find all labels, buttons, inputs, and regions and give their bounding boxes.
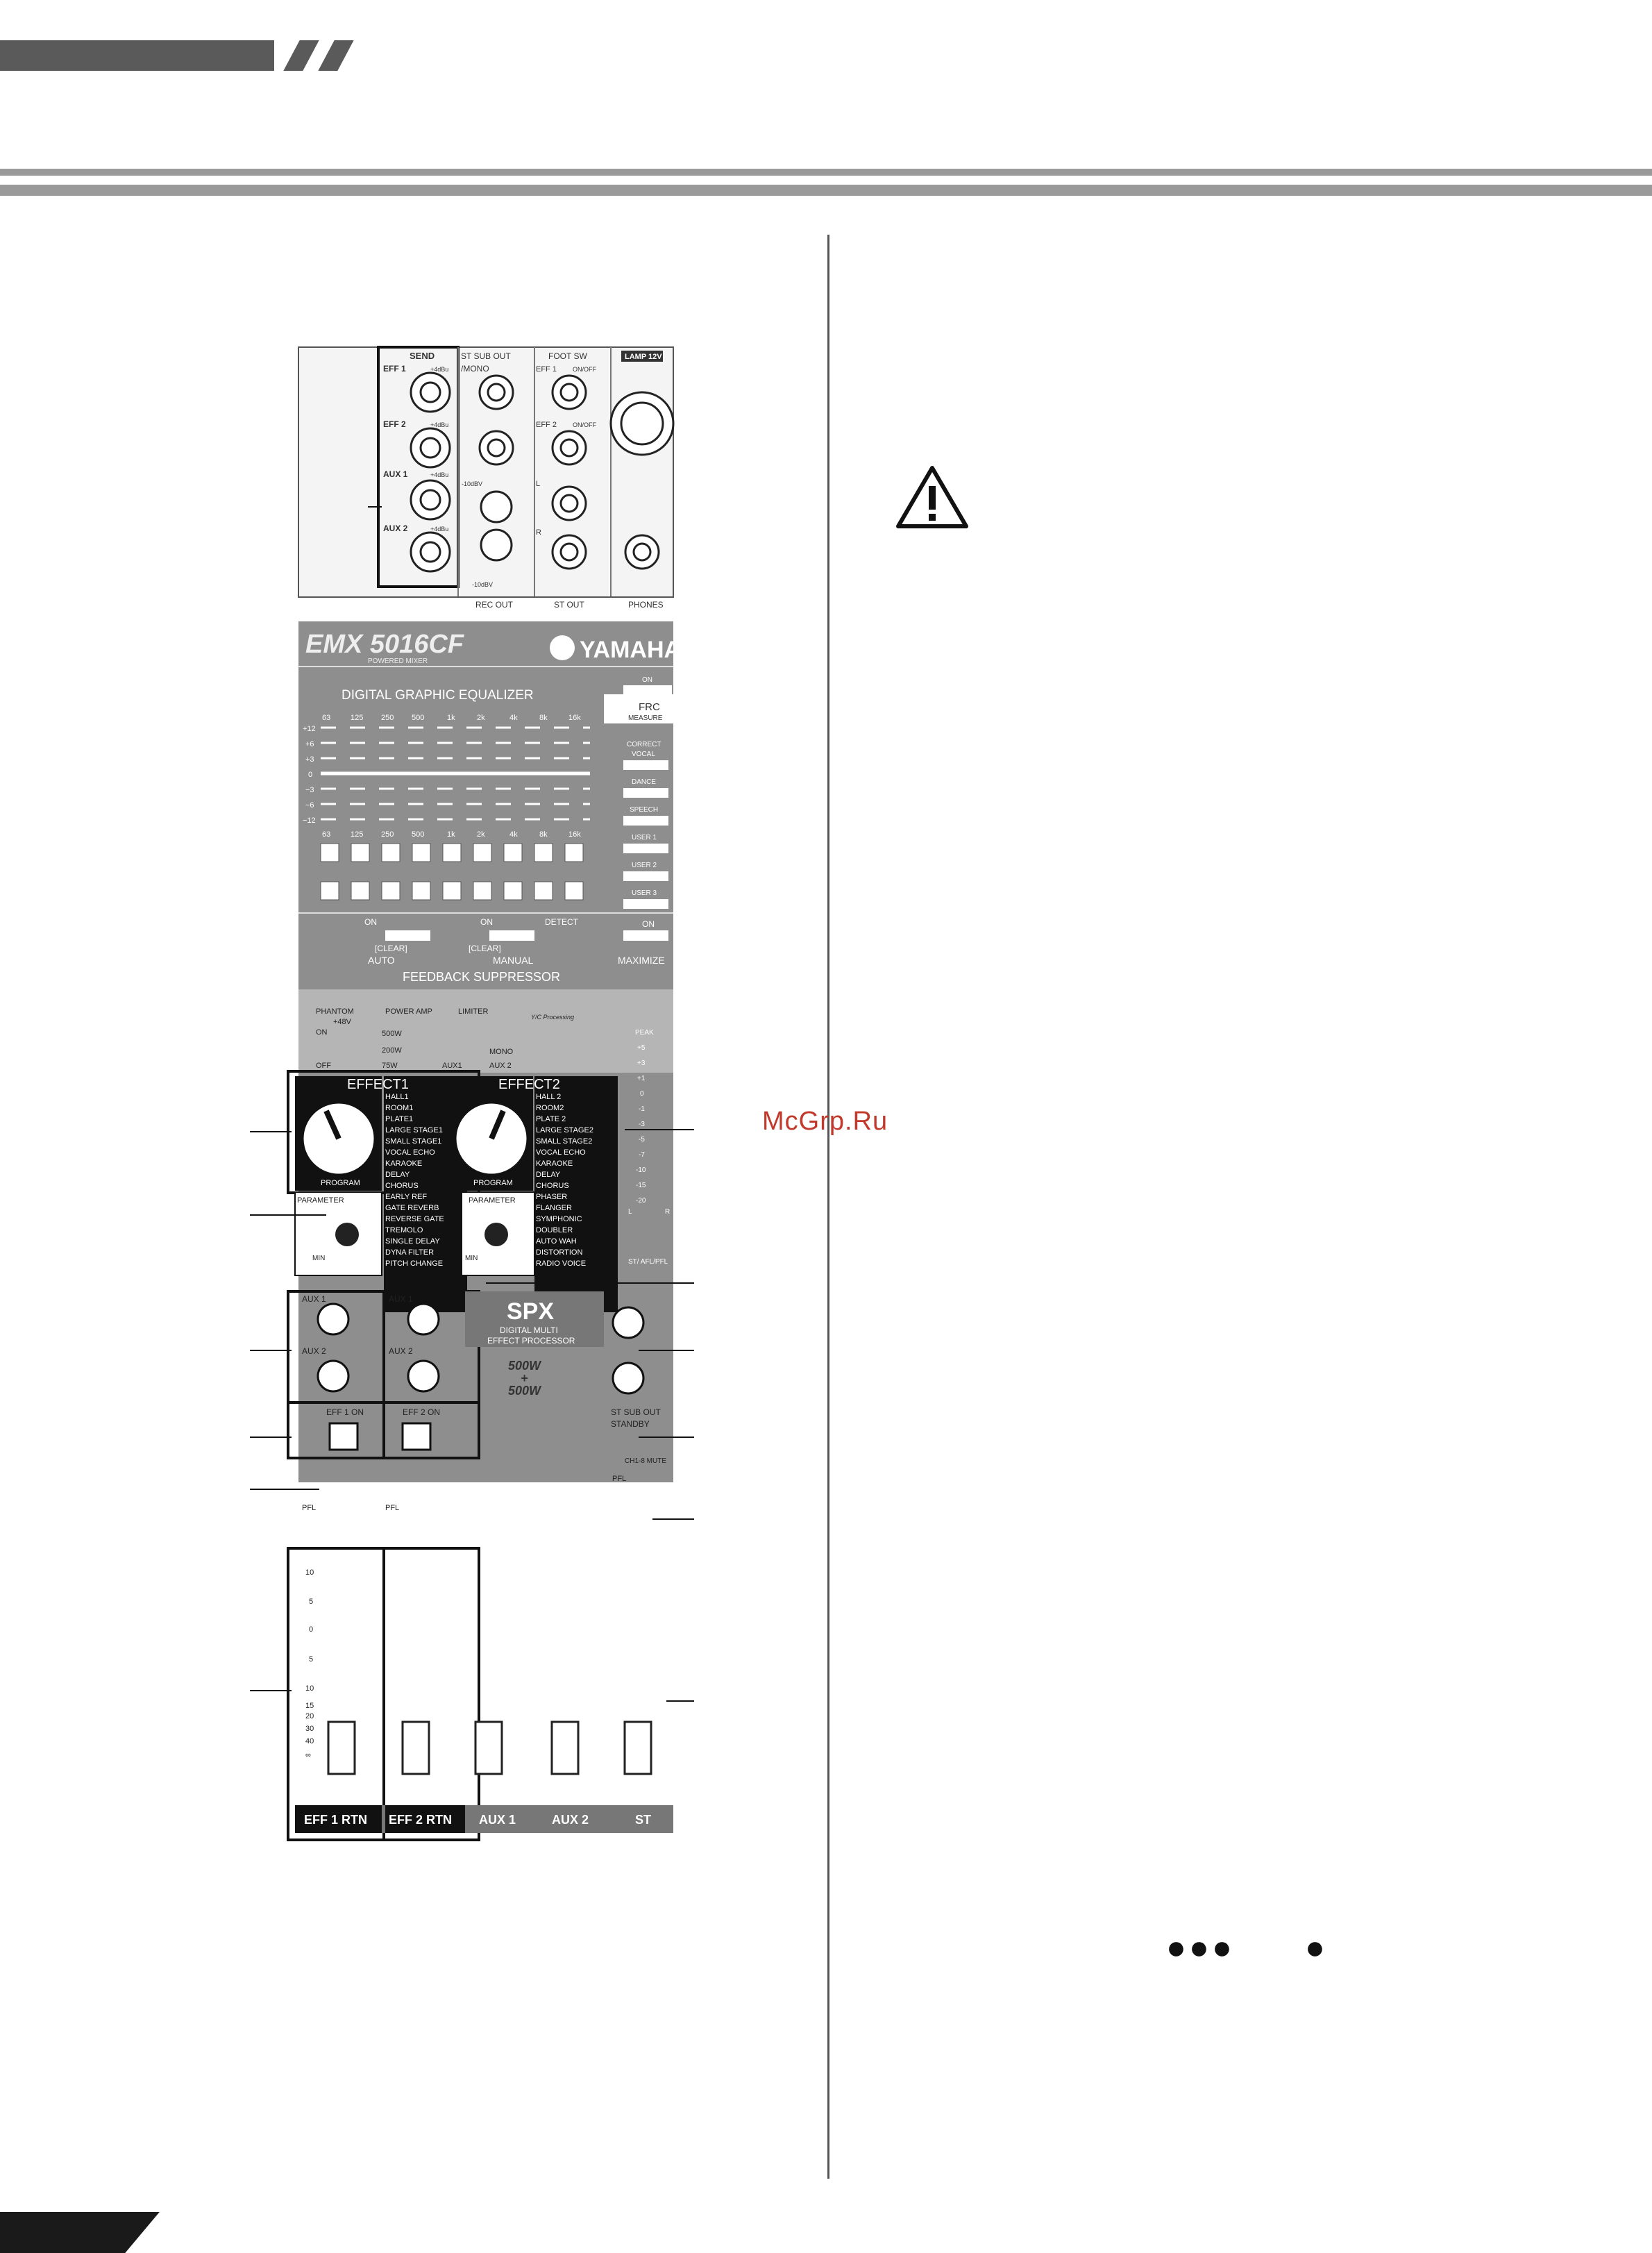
svg-text:16k: 16k xyxy=(568,714,581,722)
svg-text:AUX 1: AUX 1 xyxy=(383,469,408,479)
svg-text:10: 10 xyxy=(305,1568,314,1577)
svg-text:R: R xyxy=(536,528,541,537)
column-divider xyxy=(827,235,829,2179)
svg-text:-20: -20 xyxy=(636,1197,646,1205)
svg-text:KARAOKE: KARAOKE xyxy=(385,1159,423,1168)
svg-text:VOCAL ECHO: VOCAL ECHO xyxy=(385,1148,435,1157)
svg-text:SPX: SPX xyxy=(507,1298,555,1325)
svg-text:4k: 4k xyxy=(509,714,518,722)
svg-text:+12: +12 xyxy=(303,725,316,733)
svg-text:MIN: MIN xyxy=(312,1255,326,1262)
svg-text:2k: 2k xyxy=(477,714,485,722)
svg-text:AUX 1: AUX 1 xyxy=(479,1813,516,1827)
svg-text:DANCE: DANCE xyxy=(632,778,657,786)
svg-text:20: 20 xyxy=(305,1712,314,1720)
svg-text:FOOT SW: FOOT SW xyxy=(548,351,587,361)
svg-text:MIN: MIN xyxy=(465,1255,478,1262)
svg-text:DETECT: DETECT xyxy=(545,917,578,927)
svg-text:CHORUS: CHORUS xyxy=(385,1182,419,1190)
svg-text:75W: 75W xyxy=(382,1062,398,1070)
svg-text:EFF 2: EFF 2 xyxy=(536,421,557,429)
svg-text:EFF 1: EFF 1 xyxy=(536,365,557,374)
svg-text:+4dBu: +4dBu xyxy=(430,526,449,533)
svg-text:EMX 5016CF: EMX 5016CF xyxy=(305,630,464,659)
dot-single: ● xyxy=(1305,1929,1328,1966)
send-label: SEND xyxy=(410,351,435,361)
header-slash xyxy=(283,40,319,71)
svg-text:AUX1: AUX1 xyxy=(442,1062,462,1070)
svg-text:SPEECH: SPEECH xyxy=(630,806,659,814)
svg-text:USER 3: USER 3 xyxy=(632,889,657,897)
callout-lines xyxy=(250,486,722,1736)
svg-text:EARLY REF: EARLY REF xyxy=(385,1193,428,1201)
svg-text:8k: 8k xyxy=(539,714,548,722)
svg-text:63: 63 xyxy=(322,830,331,839)
svg-text:∞: ∞ xyxy=(305,1751,311,1759)
svg-text:+3: +3 xyxy=(637,1060,646,1067)
svg-text:EFFECT2: EFFECT2 xyxy=(498,1077,560,1092)
svg-text:L: L xyxy=(628,1208,632,1216)
svg-text:EFF 2 ON: EFF 2 ON xyxy=(403,1407,441,1417)
svg-text:CHORUS: CHORUS xyxy=(536,1182,569,1190)
svg-text:125: 125 xyxy=(351,830,364,839)
svg-text:EFF 1 RTN: EFF 1 RTN xyxy=(304,1813,368,1827)
svg-text:ST SUB OUT: ST SUB OUT xyxy=(461,351,511,361)
svg-text:+48V: +48V xyxy=(333,1018,351,1026)
svg-text:-10dBV: -10dBV xyxy=(462,480,483,487)
header-bar xyxy=(0,40,274,71)
svg-text:USER 1: USER 1 xyxy=(632,834,657,841)
svg-text:SMALL STAGE2: SMALL STAGE2 xyxy=(536,1137,593,1146)
svg-text:250: 250 xyxy=(381,714,394,722)
svg-text:AUX 2: AUX 2 xyxy=(552,1813,589,1827)
svg-text:PFL: PFL xyxy=(302,1504,317,1512)
svg-text:VOCAL ECHO: VOCAL ECHO xyxy=(536,1148,586,1157)
svg-text:EFF 1: EFF 1 xyxy=(383,364,406,374)
svg-text:AUX 2: AUX 2 xyxy=(489,1062,512,1070)
svg-text:REC OUT: REC OUT xyxy=(475,600,513,610)
svg-text:500: 500 xyxy=(412,714,425,722)
svg-text:8k: 8k xyxy=(539,830,548,839)
svg-text:POWERED MIXER: POWERED MIXER xyxy=(368,658,428,665)
svg-text:ON/OFF: ON/OFF xyxy=(573,421,596,428)
svg-text:PARAMETER: PARAMETER xyxy=(469,1196,516,1205)
svg-text:+3: +3 xyxy=(305,755,314,764)
svg-text:LARGE STAGE1: LARGE STAGE1 xyxy=(385,1126,443,1134)
svg-text:250: 250 xyxy=(381,830,394,839)
svg-text:PFL: PFL xyxy=(612,1475,627,1483)
svg-text:PROGRAM: PROGRAM xyxy=(473,1179,513,1187)
svg-text:HALL1: HALL1 xyxy=(385,1093,409,1101)
svg-text:PITCH CHANGE: PITCH CHANGE xyxy=(385,1259,444,1268)
svg-text:−3: −3 xyxy=(305,786,314,794)
svg-text:ROOM2: ROOM2 xyxy=(536,1104,564,1112)
svg-text:−6: −6 xyxy=(305,801,314,810)
svg-text:POWER AMP: POWER AMP xyxy=(385,1007,432,1016)
svg-text:500: 500 xyxy=(412,830,425,839)
svg-text:EFFECT1: EFFECT1 xyxy=(347,1077,409,1092)
svg-text:-5: -5 xyxy=(639,1136,645,1144)
svg-text:PEAK: PEAK xyxy=(635,1029,654,1037)
svg-text:SINGLE DELAY: SINGLE DELAY xyxy=(385,1237,440,1246)
svg-text:DISTORTION: DISTORTION xyxy=(536,1248,583,1257)
svg-text:+6: +6 xyxy=(305,740,314,748)
svg-text:OFF: OFF xyxy=(316,1062,331,1070)
svg-text:TREMOLO: TREMOLO xyxy=(385,1226,423,1234)
svg-text:AUX 2: AUX 2 xyxy=(302,1346,326,1356)
svg-text:-1: -1 xyxy=(639,1105,645,1113)
svg-text:500W: 500W xyxy=(382,1030,402,1038)
svg-text:DYNA FILTER: DYNA FILTER xyxy=(385,1248,435,1257)
svg-text:-15: -15 xyxy=(636,1182,646,1189)
svg-text:DELAY: DELAY xyxy=(385,1171,410,1179)
svg-text:R: R xyxy=(665,1208,671,1216)
svg-text:ON: ON xyxy=(364,917,377,927)
svg-text:/MONO: /MONO xyxy=(461,364,489,374)
svg-text:500W: 500W xyxy=(508,1384,541,1398)
svg-text:KARAOKE: KARAOKE xyxy=(536,1159,573,1168)
svg-text:DOUBLER: DOUBLER xyxy=(536,1226,573,1234)
svg-text:REVERSE GATE: REVERSE GATE xyxy=(385,1215,444,1223)
svg-text:FLANGER: FLANGER xyxy=(536,1204,572,1212)
svg-text:125: 125 xyxy=(351,714,364,722)
svg-text:VOCAL: VOCAL xyxy=(632,751,655,758)
svg-text:DIGITAL GRAPHIC EQUALIZER: DIGITAL GRAPHIC EQUALIZER xyxy=(342,688,534,703)
svg-text:AUTO: AUTO xyxy=(368,955,395,966)
svg-text:63: 63 xyxy=(322,714,331,722)
svg-text:EFF 1 ON: EFF 1 ON xyxy=(326,1407,364,1417)
svg-text:MEASURE: MEASURE xyxy=(628,714,663,722)
header-rule xyxy=(0,169,1652,176)
svg-text:AUX 1: AUX 1 xyxy=(302,1294,326,1304)
svg-text:PFL: PFL xyxy=(385,1504,400,1512)
svg-text:LIMITER: LIMITER xyxy=(458,1007,489,1016)
svg-text:ON/OFF: ON/OFF xyxy=(573,366,596,373)
svg-text:-7: -7 xyxy=(639,1151,645,1159)
svg-text:0: 0 xyxy=(308,771,313,779)
svg-text:PHONES: PHONES xyxy=(628,600,664,610)
svg-text:[CLEAR]: [CLEAR] xyxy=(375,944,407,953)
svg-text:AUX 2: AUX 2 xyxy=(383,524,408,533)
svg-text:+: + xyxy=(521,1371,528,1385)
svg-text:0: 0 xyxy=(309,1625,314,1634)
svg-text:PLATE1: PLATE1 xyxy=(385,1115,414,1123)
svg-text:EFFECT PROCESSOR: EFFECT PROCESSOR xyxy=(487,1336,575,1346)
svg-text:LAMP 12V: LAMP 12V xyxy=(625,353,662,361)
svg-text:LARGE STAGE2: LARGE STAGE2 xyxy=(536,1126,593,1134)
svg-text:MONO: MONO xyxy=(489,1048,514,1056)
svg-text:−12: −12 xyxy=(303,816,316,825)
svg-text:ST: ST xyxy=(635,1813,652,1827)
svg-text:ON: ON xyxy=(480,917,493,927)
watermark-text: McGrp.Ru xyxy=(762,1107,888,1136)
svg-text:PARAMETER: PARAMETER xyxy=(297,1196,344,1205)
svg-text:10: 10 xyxy=(305,1684,314,1693)
svg-text:FRC: FRC xyxy=(639,701,660,713)
svg-text:ON: ON xyxy=(316,1028,328,1037)
svg-text:PHANTOM: PHANTOM xyxy=(316,1007,354,1016)
svg-text:MAXIMIZE: MAXIMIZE xyxy=(618,955,665,966)
svg-text:-3: -3 xyxy=(639,1121,645,1128)
svg-text:CORRECT: CORRECT xyxy=(627,741,661,748)
svg-text:4k: 4k xyxy=(509,830,518,839)
svg-text:ST SUB OUT: ST SUB OUT xyxy=(611,1407,661,1417)
svg-text:SYMPHONIC: SYMPHONIC xyxy=(536,1215,582,1223)
svg-text:5: 5 xyxy=(309,1655,314,1664)
svg-text:AUTO WAH: AUTO WAH xyxy=(536,1237,577,1246)
svg-text:MANUAL: MANUAL xyxy=(493,955,534,966)
svg-text:2k: 2k xyxy=(477,830,485,839)
svg-text:ON: ON xyxy=(642,919,655,929)
caution-icon xyxy=(894,464,970,530)
svg-text:ON: ON xyxy=(642,676,652,684)
svg-text:500W: 500W xyxy=(508,1359,541,1373)
svg-text:PLATE 2: PLATE 2 xyxy=(536,1115,566,1123)
svg-text:1k: 1k xyxy=(447,714,455,722)
svg-text:EFF 2 RTN: EFF 2 RTN xyxy=(389,1813,453,1827)
svg-text:DELAY: DELAY xyxy=(536,1171,561,1179)
svg-text:GATE REVERB: GATE REVERB xyxy=(385,1204,439,1212)
svg-text:HALL 2: HALL 2 xyxy=(536,1093,562,1101)
svg-text:SMALL STAGE1: SMALL STAGE1 xyxy=(385,1137,442,1146)
svg-text:ROOM1: ROOM1 xyxy=(385,1104,414,1112)
svg-text:YAMAHA: YAMAHA xyxy=(580,637,682,663)
svg-text:16k: 16k xyxy=(568,830,581,839)
svg-text:+5: +5 xyxy=(637,1044,646,1052)
svg-text:+4dBu: +4dBu xyxy=(430,471,449,478)
svg-text:CH1-8 MUTE: CH1-8 MUTE xyxy=(625,1457,667,1465)
svg-text:5: 5 xyxy=(309,1598,314,1606)
svg-text:30: 30 xyxy=(305,1725,314,1733)
svg-text:-10dBV: -10dBV xyxy=(472,581,494,588)
svg-text:ST OUT: ST OUT xyxy=(554,600,584,610)
svg-text:L: L xyxy=(536,480,541,488)
svg-text:40: 40 xyxy=(305,1737,314,1745)
svg-text:DIGITAL MULTI: DIGITAL MULTI xyxy=(500,1325,558,1335)
svg-text:0: 0 xyxy=(640,1090,644,1098)
svg-text:200W: 200W xyxy=(382,1046,402,1055)
svg-text:AUX 1: AUX 1 xyxy=(389,1294,413,1304)
svg-text:RADIO VOICE: RADIO VOICE xyxy=(536,1259,587,1268)
svg-text:+1: +1 xyxy=(637,1075,646,1082)
svg-text:AUX 2: AUX 2 xyxy=(389,1346,413,1356)
svg-text:-10: -10 xyxy=(636,1166,646,1174)
svg-text:1k: 1k xyxy=(447,830,455,839)
header-slash xyxy=(318,40,353,71)
svg-text:PHASER: PHASER xyxy=(536,1193,568,1201)
svg-text:USER 2: USER 2 xyxy=(632,862,657,869)
svg-text:15: 15 xyxy=(305,1702,314,1710)
svg-text:PROGRAM: PROGRAM xyxy=(321,1179,360,1187)
svg-text:+4dBu: +4dBu xyxy=(430,366,449,373)
header-rule xyxy=(0,185,1652,196)
svg-text:[CLEAR]: [CLEAR] xyxy=(469,944,501,953)
svg-text:STANDBY: STANDBY xyxy=(611,1419,650,1429)
svg-text:EFF 2: EFF 2 xyxy=(383,419,406,429)
dots-group: ●●● xyxy=(1166,1929,1235,1966)
svg-text:FEEDBACK SUPPRESSOR: FEEDBACK SUPPRESSOR xyxy=(403,970,561,984)
svg-text:+4dBu: +4dBu xyxy=(430,421,449,428)
svg-text:Y/C Processing: Y/C Processing xyxy=(531,1014,575,1021)
svg-text:ST/ AFL/PFL: ST/ AFL/PFL xyxy=(628,1258,668,1266)
